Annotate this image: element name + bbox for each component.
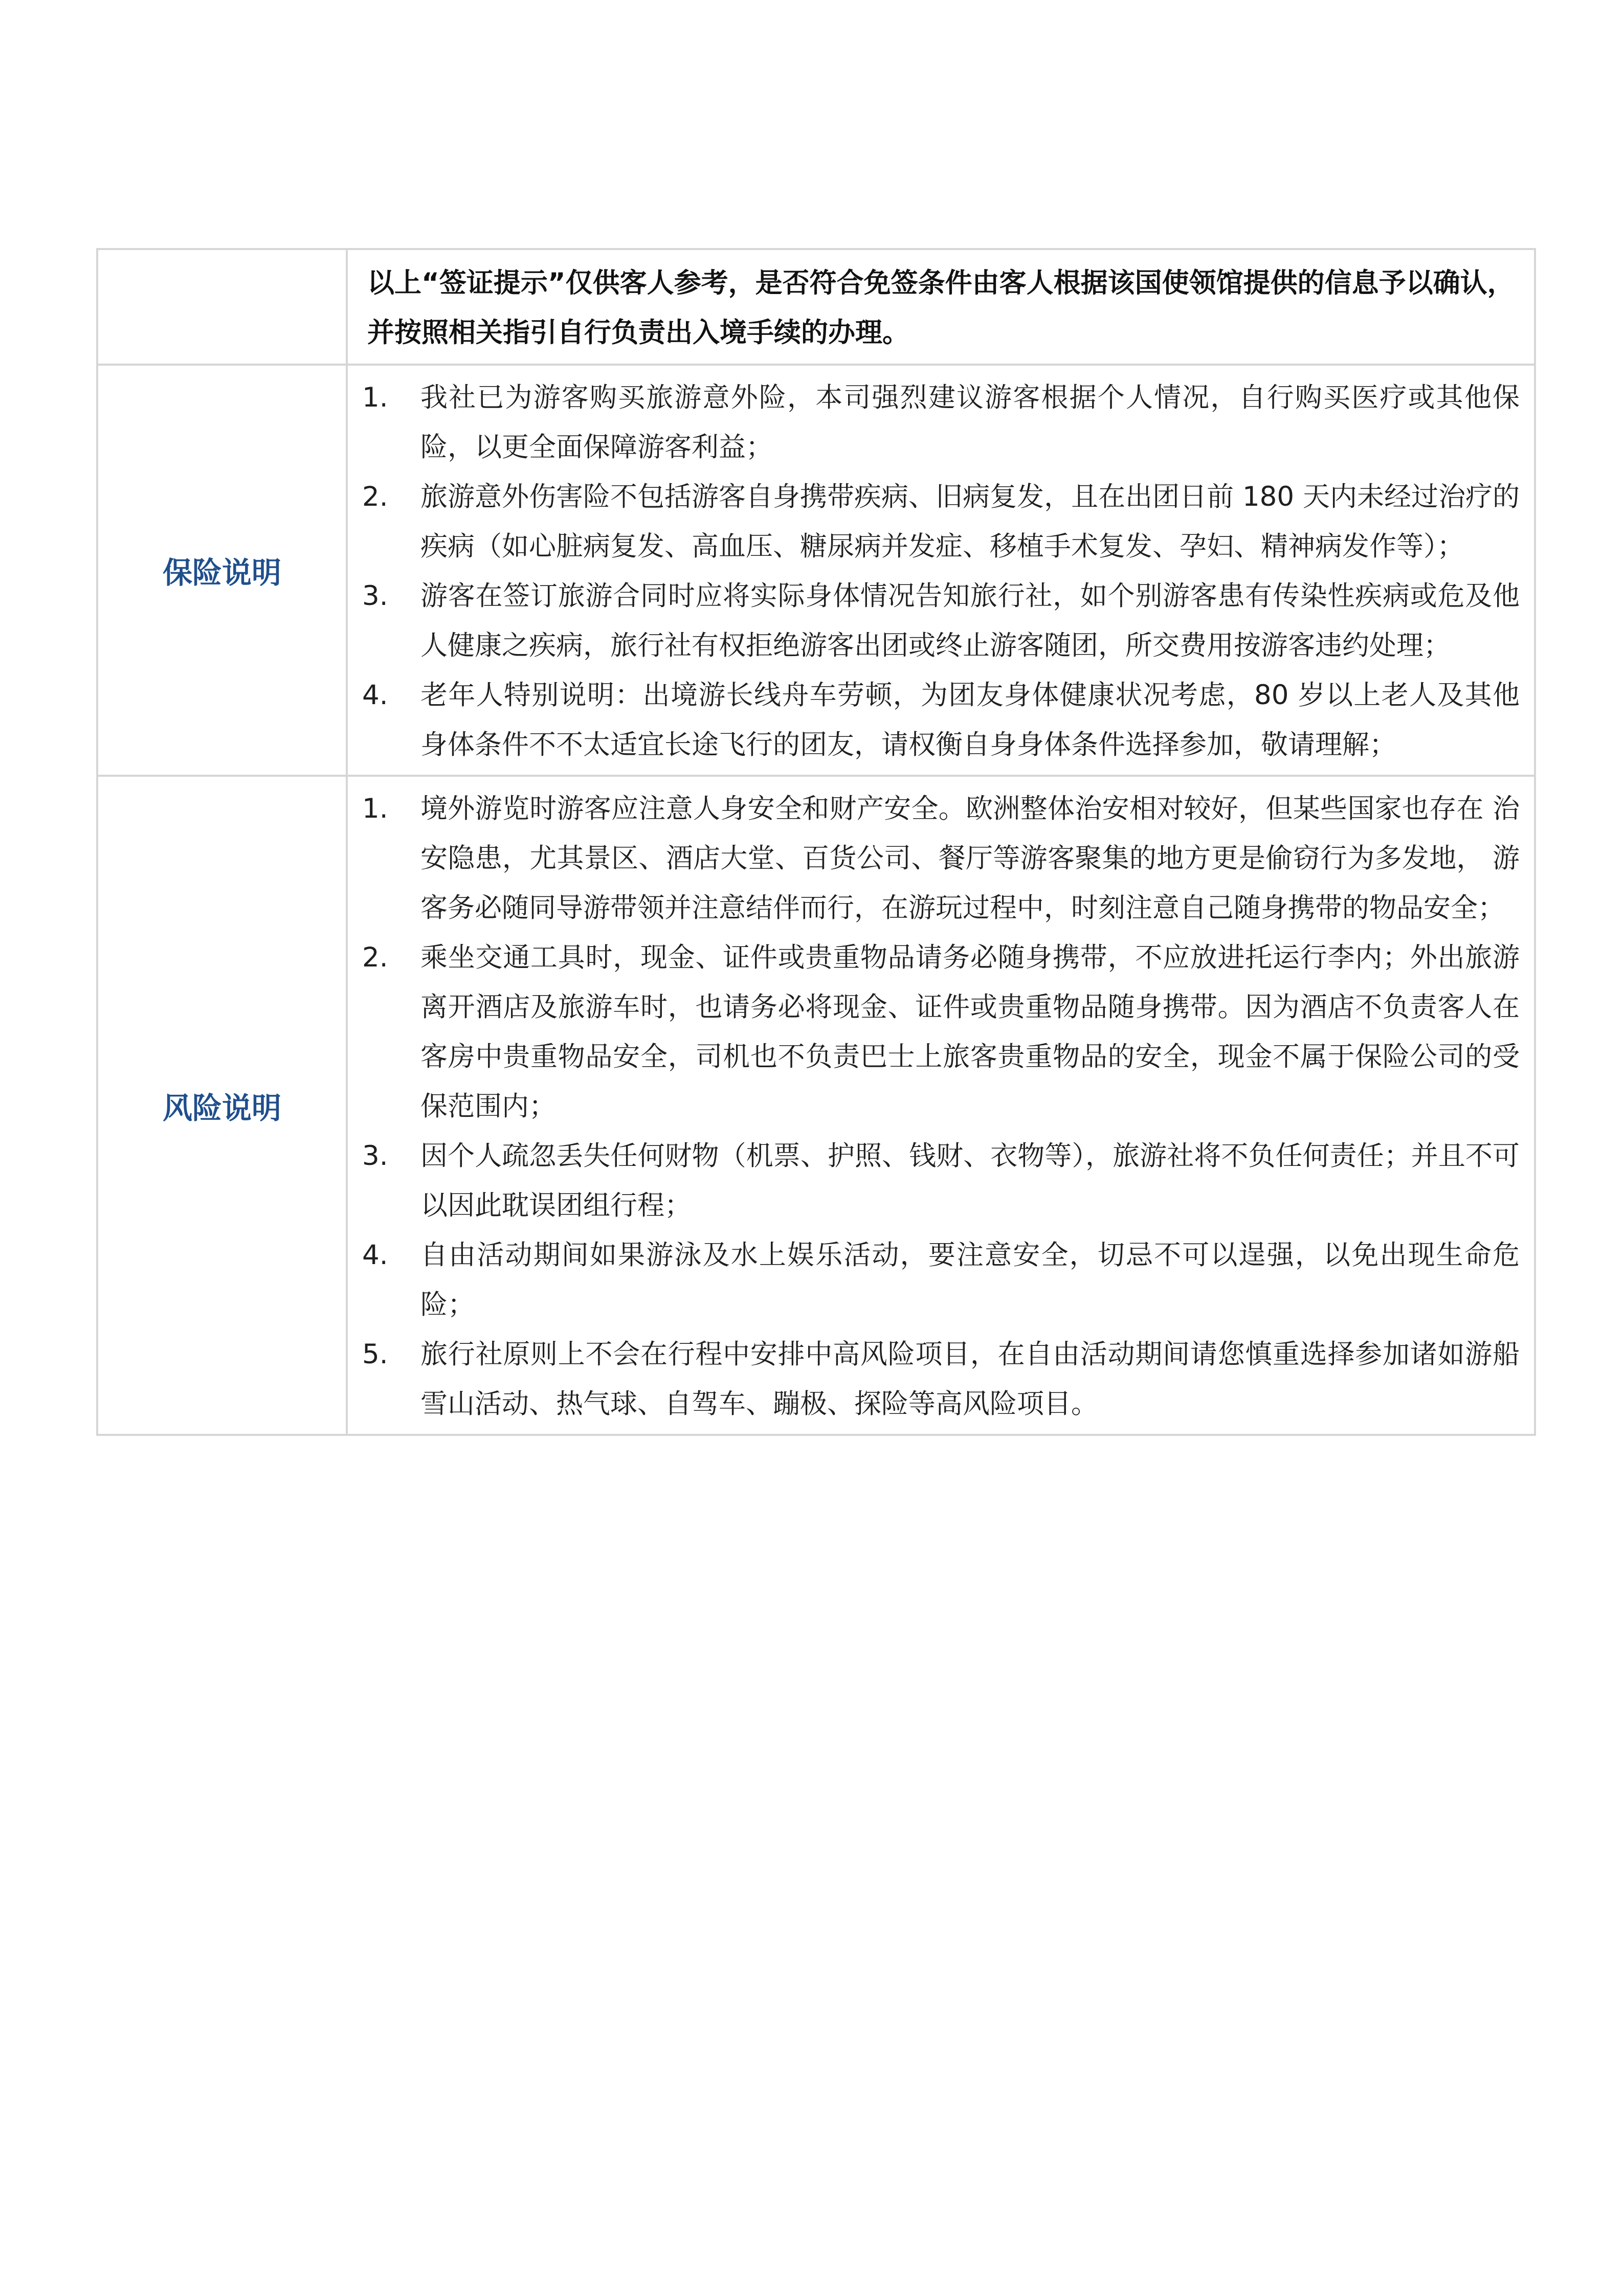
list-text: 因个人疏忽丢失任何财物（机票、护照、钱财、衣物等），旅游社将不负任何责任；并且不可以因此耽误团组行程； [420, 1140, 1520, 1221]
insurance-label: 保险说明 [97, 365, 347, 776]
risk-label: 风险说明 [97, 776, 347, 1435]
visa-note-label-cell [97, 249, 347, 365]
notes-table [96, 248, 1536, 1436]
list-number: 5. [362, 1339, 388, 1370]
insurance-list [347, 365, 1535, 776]
list-number: 2. [362, 942, 388, 973]
insurance-item-2 [362, 472, 1520, 571]
list-text: 境外游览时游客应注意人身安全和财产安全。欧洲整体治安相对较好，但某些国家也存在 治安隐患，尤其景区、酒店大堂、百货公司、餐厅等游客聚集的地方更是偷窃行为多发地， 游客务必随同导游带领并注意结伴而行，在游玩过程中，时刻注意自己随身携带的物品安全； [420, 793, 1520, 924]
list-number: 1. [362, 382, 388, 413]
list-text: 自由活动期间如果游泳及水上娱乐活动，要注意安全，切忌不可以逞强，以免出现生命危险； [420, 1240, 1520, 1320]
list-number: 1. [362, 793, 388, 824]
visa-note-text: 以上“签证提示”仅供客人参考，是否符合免签条件由客人根据该国使领馆提供的信息予以确认，并按照相关指引自行负责出入境手续的办理。 [347, 249, 1535, 365]
risk-item-3 [362, 1131, 1520, 1230]
list-number: 3. [362, 1140, 388, 1172]
list-text: 老年人特别说明：出境游长线舟车劳顿，为团友身体健康状况考虑，80 岁以上老人及其他身体条件不不太适宜长途飞行的团友，请权衡自身身体条件选择参加，敬请理解； [420, 680, 1520, 760]
list-number: 3. [362, 580, 388, 612]
list-text: 乘坐交通工具时，现金、证件或贵重物品请务必随身携带，不应放进托运行李内；外出旅游离开酒店及旅游车时，也请务必将现金、证件或贵重物品随身携带。因为酒店不负责客人在客房中贵重物品安全，司机也不负责巴士上旅客贵重物品的安全，现金不属于保险公司的受保范围内； [420, 942, 1520, 1122]
insurance-item-1 [362, 373, 1520, 472]
list-text: 游客在签订旅游合同时应将实际身体情况告知旅行社，如个别游客患有传染性疾病或危及他人健康之疾病，旅行社有权拒绝游客出团或终止游客随团，所交费用按游客违约处理； [420, 580, 1520, 661]
risk-item-1 [362, 784, 1520, 933]
insurance-row [97, 365, 1535, 776]
risk-row [97, 776, 1535, 1435]
risk-item-4 [362, 1230, 1520, 1330]
visa-note-row [97, 249, 1535, 365]
insurance-item-3 [362, 571, 1520, 670]
list-text: 旅游意外伤害险不包括游客自身携带疾病、旧病复发，且在出团日前 180 天内未经过治疗的疾病（如心脏病复发、高血压、糖尿病并发症、移植手术复发、孕妇、精神病发作等）； [420, 481, 1520, 562]
list-text: 旅行社原则上不会在行程中安排中高风险项目，在自由活动期间请您慎重选择参加诸如游船雪山活动、热气球、自驾车、蹦极、探险等高风险项目。 [420, 1339, 1520, 1420]
risk-list [347, 776, 1535, 1435]
list-number: 2. [362, 481, 388, 512]
list-text: 我社已为游客购买旅游意外险，本司强烈建议游客根据个人情况，自行购买医疗或其他保险，以更全面保障游客利益； [420, 382, 1520, 463]
list-number: 4. [362, 1240, 388, 1271]
list-number: 4. [362, 680, 388, 711]
risk-item-2 [362, 933, 1520, 1131]
insurance-item-4 [362, 670, 1520, 770]
risk-item-5 [362, 1330, 1520, 1429]
